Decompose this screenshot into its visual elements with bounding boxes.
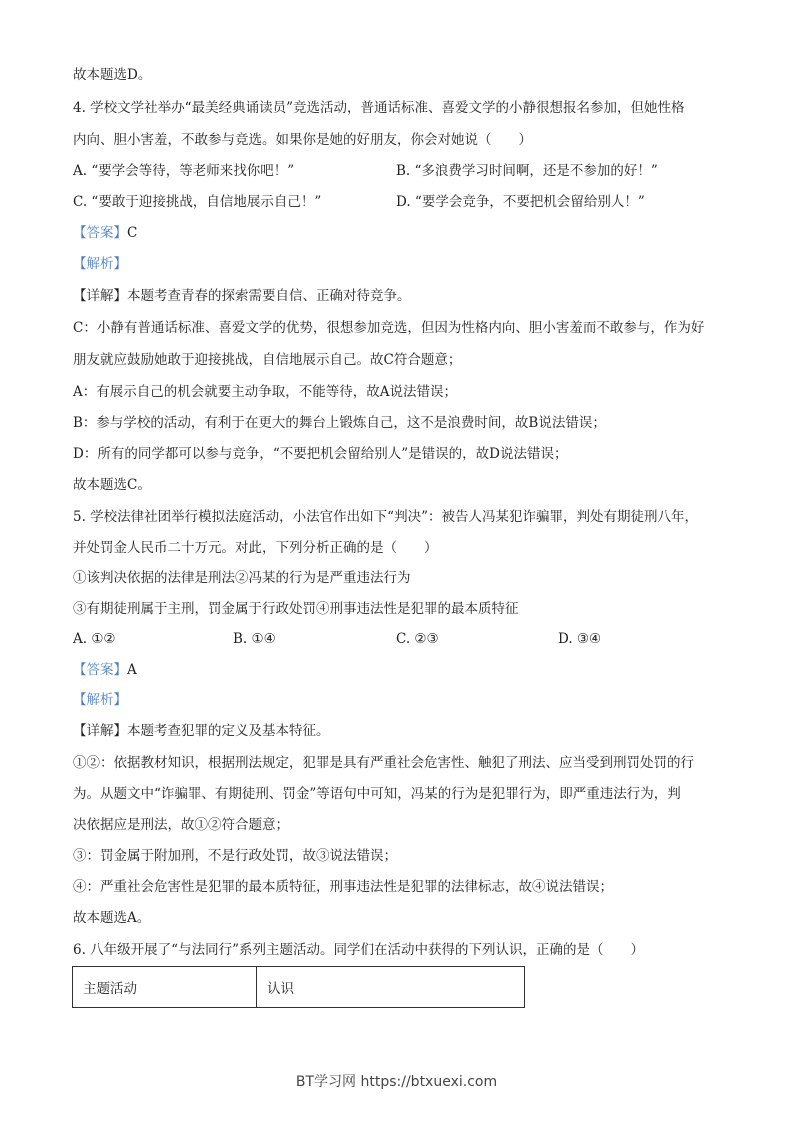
q5-explanation: ①②：依据教材知识，根据刑法规定，犯罪是具有严重社会危害性、触犯了刑法、应当受到刑罚处罚的行 — [73, 755, 694, 771]
answer-value: C — [127, 225, 138, 241]
answer-label: 【答案】 — [73, 662, 127, 678]
q4-option-c: C. “要敢于迎接挑战，自信地展示自己！” — [73, 194, 322, 210]
table-header-cell: 主题活动 — [73, 967, 257, 1008]
q5-explanation: 为。从题文中“诈骗罪、有期徒刑、罚金”等语句中可知，冯某的行为是犯罪行为，即严重违法行为，判 — [73, 786, 681, 802]
answer-label: 【答案】 — [73, 225, 127, 241]
q5-option-d: D. ③④ — [558, 631, 602, 647]
q4-option-a: A. “要学会等待，等老师来找你吧！” — [73, 163, 295, 179]
q5-option-b: B. ①④ — [233, 631, 276, 647]
q4-answer — [73, 224, 137, 242]
q4-option-d: D. “要学会竞争，不要把机会留给别人！” — [396, 194, 645, 210]
q5-stem: 并处罚金人民币二十万元。对此，下列分析正确的是（ ） — [73, 540, 438, 556]
conclusion-line: 故本题选D。 — [73, 67, 152, 83]
table-header-cell: 认识 — [257, 967, 525, 1008]
q4-detail: 【详解】本题考查青春的探索需要自信、正确对待竞争。 — [73, 288, 411, 304]
q5-explanation: ④：严重社会危害性是犯罪的最本质特征，刑事违法性是犯罪的法律标志，故④说法错误； — [73, 879, 613, 895]
q5-item: ①该判决依据的法律是刑法②冯某的行为是严重违法行为 — [73, 570, 411, 586]
q4-stem: 4. 学校文学社举办“最美经典诵读员”竞选活动，普通话标准、喜爱文学的小静很想报名参加，但她性格 — [73, 100, 685, 116]
q5-explanation: 决依据应是刑法，故①②符合题意； — [73, 817, 289, 833]
page-footer-watermark: BT学习网 https://btxuexi.com — [295, 1074, 498, 1090]
q5-item: ③有期徒刑属于主刑，罚金属于行政处罚④刑事违法性是犯罪的最本质特征 — [73, 601, 519, 617]
q5-option-c: C. ②③ — [396, 631, 439, 647]
q4-explanation: A：有展示自己的机会就要主动争取，不能等待，故A说法错误； — [73, 384, 457, 400]
q4-analysis-label: 【解析】 — [73, 256, 127, 272]
q5-option-a: A. ①② — [73, 631, 116, 647]
q4-explanation: 故本题选C。 — [73, 477, 151, 493]
table-header-row — [73, 967, 525, 1008]
q5-detail: 【详解】本题考查犯罪的定义及基本特征。 — [73, 723, 330, 739]
q6-stem: 6. 八年级开展了“与法同行”系列主题活动。同学们在活动中获得的下列认识，正确的是（ ） — [73, 942, 644, 958]
q4-option-b: B. “多浪费学习时间啊，还是不参加的好！” — [396, 163, 658, 179]
q4-explanation: B：参与学校的活动，有利于在更大的舞台上锻炼自己，这不是浪费时间，故B说法错误； — [73, 415, 606, 431]
q4-stem: 内向、胆小害羞，不敢参与竞选。如果你是她的好朋友，你会对她说（ ） — [73, 132, 532, 148]
q5-answer — [73, 661, 137, 679]
answer-value: A — [127, 662, 137, 678]
q5-stem: 5. 学校法律社团举行模拟法庭活动，小法官作出如下“判决”：被告人冯某犯诈骗罪，判处有期徒刑八年， — [73, 509, 698, 525]
q5-explanation: ③：罚金属于附加刑，不是行政处罚，故③说法错误； — [73, 848, 397, 864]
q6-table — [72, 966, 525, 1008]
q4-explanation: C：小静有普通话标准、喜爱文学的优势，很想参加竞选，但因为性格内向、胆小害羞而不敢参与，作为好 — [73, 320, 705, 336]
q4-explanation: 朋友就应鼓励她敢于迎接挑战，自信地展示自己。故C符合题意； — [73, 352, 462, 368]
q5-analysis-label: 【解析】 — [73, 692, 127, 708]
q4-explanation: D：所有的同学都可以参与竞争，“不要把机会留给别人”是错误的，故D说法错误； — [73, 446, 568, 462]
q5-explanation: 故本题选A。 — [73, 910, 151, 926]
